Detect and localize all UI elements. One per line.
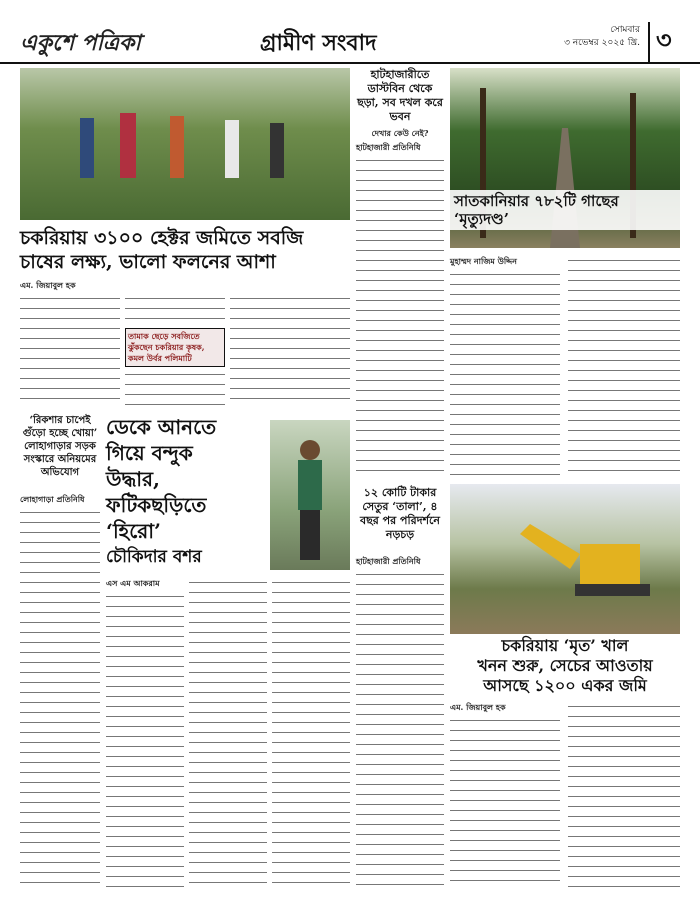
canal-body-col1 xyxy=(450,716,560,890)
hathazari-byline: হাটহাজারী প্রতিনিধি xyxy=(356,142,421,152)
lead-photo xyxy=(20,68,350,220)
lead-headline-line2: চাষের লক্ষ্য, ভালো ফলনের আশা xyxy=(20,251,276,273)
canal-body-col2 xyxy=(568,702,680,890)
guard-headline-l1: ডেকে আনতে xyxy=(106,415,217,439)
road-body xyxy=(356,570,444,890)
guard-headline-l4: ফটিকছড়িতে xyxy=(106,493,207,517)
lead-body-col2b xyxy=(125,370,225,406)
lead-body-col2 xyxy=(125,294,225,324)
road-byline: হাটহাজারী প্রতিনিধি xyxy=(356,556,421,566)
guard-headline-l6: চৌকিদার বশর xyxy=(106,547,202,567)
trees-byline: মুহাম্মদ নাজিম উদ্দিন xyxy=(450,256,517,266)
lead-body-col3 xyxy=(230,294,350,406)
trees-body-col1 xyxy=(450,270,560,475)
lead-headline-line1: চকরিয়ায় ৩১০০ হেক্টর জমিতে সবজি xyxy=(20,227,304,249)
guard-byline: এস এম আকরাম xyxy=(106,578,160,588)
guard-headline-l2: গিয়ে বন্দুক xyxy=(106,441,193,465)
canal-headline-l3: আসছে ১২০০ একর জমি xyxy=(483,676,647,695)
hathazari-body xyxy=(356,156,444,476)
lead-byline: এম. জিয়াবুল হক xyxy=(20,280,76,290)
guard-body-col1 xyxy=(106,592,184,890)
masthead: একুশে পত্রিকা xyxy=(20,30,141,56)
guard-body-col3 xyxy=(272,578,350,890)
lohagara-body xyxy=(20,508,100,890)
trees-headline: সাতকানিয়ার ৭৮২টি গাছের ‘মৃত্যুদণ্ড’ xyxy=(450,190,680,230)
date: ৩ নভেম্বর ২০২৫ খ্রি. xyxy=(564,38,640,48)
hathazari-headline: হাটহাজারীতে ডাস্টবিন থেকে ছড়া, সব দখল করে ভবন xyxy=(357,68,443,123)
canal-headline-l2: খনন শুরু, সেচের আওতায় xyxy=(477,656,653,675)
guard-headline-l3: উদ্ধার, xyxy=(106,467,161,491)
excavator-illustration xyxy=(450,484,680,634)
lohagara-byline: লোহাগাড়া প্রতিনিধি xyxy=(20,494,85,504)
hathazari-sub: দেখার কেউ নেই? xyxy=(371,128,429,138)
guard-headline-l5: ‘হিরো’ xyxy=(106,519,161,543)
day: সোমবার xyxy=(610,25,640,35)
canal-byline: এম. জিয়াবুল হক xyxy=(450,702,506,712)
section-title: গ্রামীণ সংবাদ xyxy=(260,30,377,56)
canal-headline-l1: চকরিয়ায় ‘মৃত’ খাল xyxy=(501,636,629,655)
guard-photo xyxy=(270,420,350,570)
lohagara-headline: ‘রিকশার চাপেই গুঁড়ো হচ্ছে খোয়া’ লোহাগাড়ার সড়ক সংস্কারে অনিয়মের অভিযোগ xyxy=(22,415,98,478)
farmers-figures xyxy=(20,68,350,220)
lead-body-col1 xyxy=(20,294,120,406)
trees-body-col2 xyxy=(568,256,680,475)
date-block xyxy=(540,24,640,50)
guard-figure xyxy=(270,420,350,570)
road-headline: ১২ কোটি টাকার সেতুর ‘তালা’, ৪ বছর পর পরিদর্শনে নড়চড় xyxy=(360,486,440,541)
guard-body-col2 xyxy=(189,578,267,890)
canal-photo xyxy=(450,484,680,634)
lead-inset: তামাক ছেড়ে সবজিতে ঝুঁকছেন চকরিয়ার কৃষক, কমল উর্বর পলিমাটি xyxy=(125,328,225,367)
page-number: ৩ xyxy=(648,22,672,62)
